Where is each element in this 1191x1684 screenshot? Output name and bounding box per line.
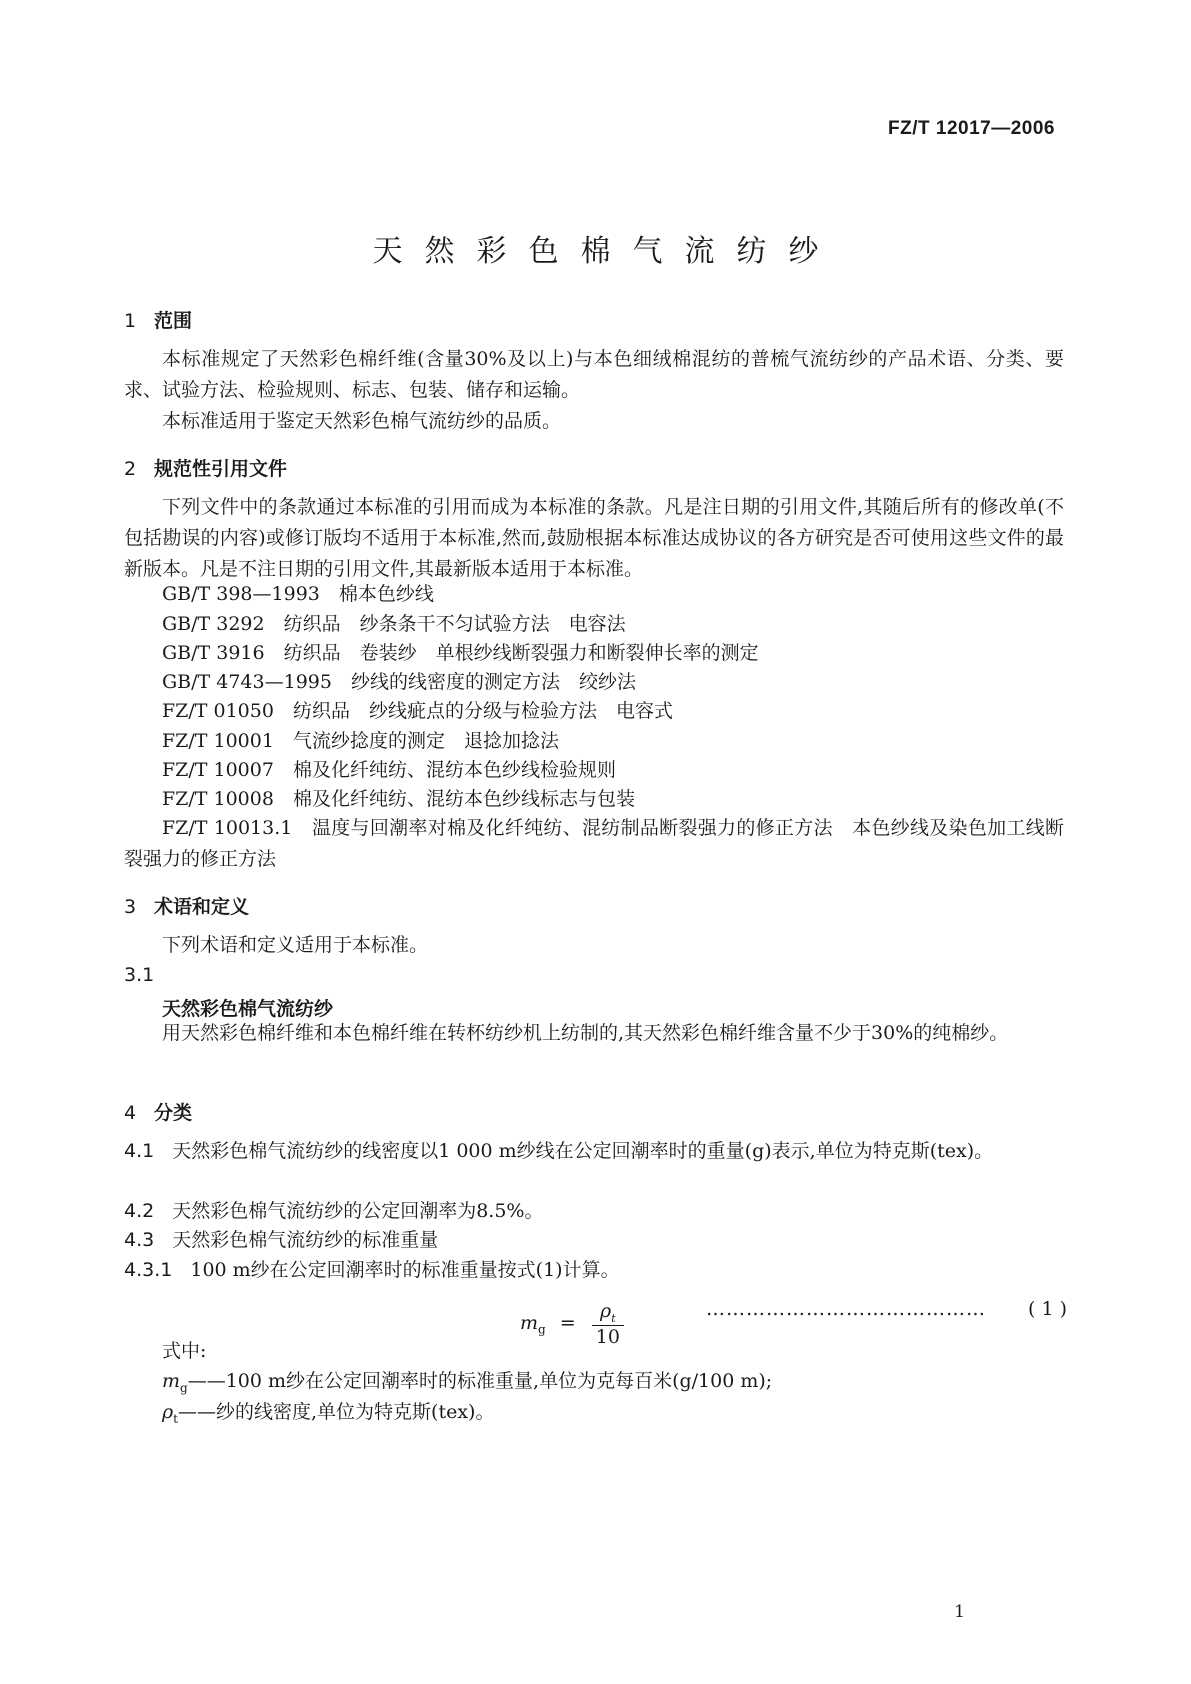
clause-text: 100 m纱在公定回潮率时的标准重量按式(1)计算。: [190, 1259, 620, 1281]
variable-symbol: ρ: [162, 1401, 174, 1423]
clause-4-3: [124, 1225, 438, 1256]
term-definition: 用天然彩色棉纤维和本色棉纤维在转杯纺纱机上纺制的,其天然彩色棉纤维含量不少于30%的纯棉纱。: [162, 1022, 1009, 1044]
reference-item-last: FZ/T 10013.1 温度与回潮率对棉及化纤纯纺、混纺制品断裂强力的修正方法 本色纱线及染色加工线断裂强力的修正方法: [124, 817, 1064, 870]
reference-item: FZ/T 10008 棉及化纤纯纺、混纺本色纱线标志与包装: [162, 788, 635, 810]
reference-item: GB/T 3292 纺织品 纱条条干不匀试验方法 电容法: [162, 613, 626, 635]
formula-1: [520, 1300, 624, 1348]
formula-number: ( 1 ): [1028, 1298, 1067, 1320]
formula-numerator: [592, 1300, 624, 1326]
section-title: 分类: [154, 1102, 193, 1124]
formula-lhs: m: [520, 1311, 539, 1334]
section-1-paragraph-1: 本标准规定了天然彩色棉纤维(含量30%及以上)与本色细绒棉混纺的普梳气流纺纱的产品术语、分类、要求、试验方法、检验规则、标志、包装、储存和运输。: [124, 348, 1064, 401]
variable-text: ——纱的线密度,单位为特克斯(tex)。: [178, 1401, 495, 1423]
standard-code: FZ/T 12017—2006: [888, 118, 1055, 139]
variable-subscript: t: [173, 1411, 178, 1426]
clause-3-1-number: [124, 960, 172, 991]
clause-number: 4.2: [124, 1200, 155, 1222]
clause-number: 4.3: [124, 1229, 155, 1251]
variable-text: ——100 m纱在公定回潮率时的标准重量,单位为克每百米(g/100 m);: [187, 1370, 773, 1392]
reference-item: FZ/T 01050 纺织品 纱线疵点的分级与检验方法 电容式: [162, 700, 673, 722]
clause-number: 4.3.1: [124, 1259, 173, 1281]
numerator-symbol: ρ: [600, 1300, 612, 1322]
clause-text: 天然彩色棉气流纺纱的线密度以1 000 m纱线在公定回潮率时的重量(g)表示,单位为特克斯(tex)。: [172, 1140, 994, 1162]
reference-item: GB/T 398—1993 棉本色纱线: [162, 583, 434, 605]
reference-item: GB/T 3916 纺织品 卷装纱 单根纱线断裂强力和断裂伸长率的测定: [162, 642, 759, 664]
where-label: 式中:: [162, 1340, 207, 1362]
formula-leader-dots: ……………………………………: [706, 1298, 986, 1320]
formula-lhs-subscript: g: [538, 1322, 546, 1337]
section-number: 1: [124, 310, 137, 332]
section-3-paragraph-1: 下列术语和定义适用于本标准。: [162, 934, 429, 956]
term-name: 天然彩色棉气流纺纱: [162, 998, 334, 1020]
reference-item: FZ/T 10001 气流纱捻度的测定 退捻加捻法: [162, 730, 559, 752]
clause-number: 4.1: [124, 1140, 155, 1162]
clause-4-1: [124, 1136, 1064, 1167]
section-2-paragraph-1: 下列文件中的条款通过本标准的引用而成为本标准的条款。凡是注日期的引用文件,其随后所有的修改单(不包括勘误的内容)或修订版均不适用于本标准,然而,鼓励根据本标准达成协议的各方研究是否可使用这些文件的最新版本。凡是不注日期的引用文件,其最新版本适用于本标准。: [124, 496, 1064, 580]
section-2-heading: [124, 454, 287, 481]
page-number: 1: [954, 1602, 965, 1622]
formula-fraction: [592, 1300, 624, 1348]
variable-subscript: g: [180, 1380, 188, 1395]
section-3-heading: [124, 892, 249, 919]
formula-equals: =: [559, 1311, 576, 1334]
formula-denominator: 10: [595, 1325, 620, 1348]
section-number: 4: [124, 1102, 137, 1124]
section-4-heading: [124, 1098, 192, 1125]
section-1-heading: [124, 306, 192, 333]
section-title: 范围: [154, 310, 193, 332]
variable-symbol: m: [162, 1370, 181, 1392]
reference-item: FZ/T 10007 棉及化纤纯纺、混纺本色纱线检验规则: [162, 759, 616, 781]
clause-number: 3.1: [124, 964, 155, 986]
document-title: 天然彩色棉气流纺纱: [372, 234, 841, 269]
clause-4-3-1: [124, 1255, 620, 1286]
section-number: 2: [124, 458, 137, 480]
clause-text: 天然彩色棉气流纺纱的公定回潮率为8.5%。: [172, 1200, 544, 1222]
section-number: 3: [124, 896, 137, 918]
section-1-paragraph-2: 本标准适用于鉴定天然彩色棉气流纺纱的品质。: [162, 410, 562, 432]
clause-4-2: [124, 1196, 544, 1227]
section-title: 术语和定义: [154, 896, 250, 918]
numerator-subscript: t: [611, 1311, 616, 1325]
section-title: 规范性引用文件: [154, 458, 288, 480]
clause-text: 天然彩色棉气流纺纱的标准重量: [172, 1229, 439, 1251]
variable-definition-2: [162, 1397, 494, 1435]
reference-item: GB/T 4743—1995 纱线的线密度的测定方法 绞纱法: [162, 671, 636, 693]
